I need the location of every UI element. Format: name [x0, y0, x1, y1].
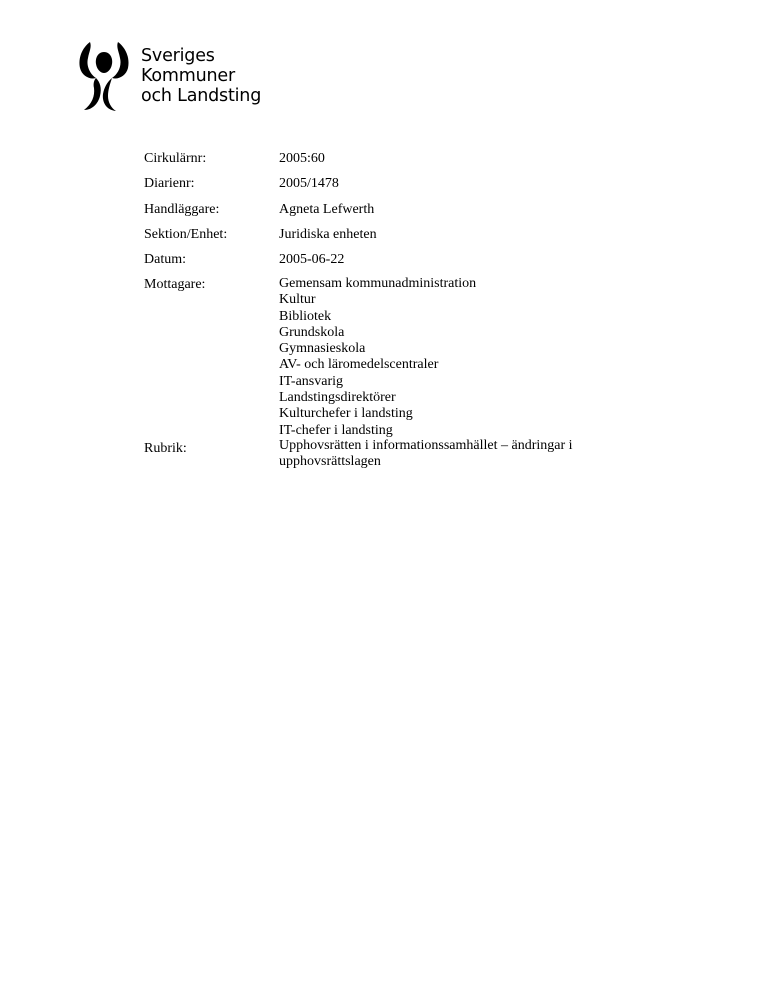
list-item: Gemensam kommunadministration — [279, 276, 477, 291]
list-item: IT-chefer i landsting — [279, 422, 393, 438]
subject-value: Upphovsrätten i informationssamhället – ändringar i upphovsrättslagen — [279, 438, 573, 469]
circular-value: 2005:60 — [279, 151, 325, 166]
section-value: Juridiska enheten — [279, 227, 377, 242]
circular-label: Cirkulärnr: — [144, 151, 207, 166]
section-label: Sektion/Enhet: — [144, 227, 228, 242]
handler-label: Handläggare: — [144, 202, 220, 217]
organization-logo — [76, 38, 276, 112]
logo-line-2: Kommuner — [141, 66, 235, 86]
list-item: Gymnasieskola — [279, 341, 366, 357]
subject-label: Rubrik: — [144, 441, 187, 456]
list-item: IT-ansvarig — [279, 373, 344, 389]
recipients-label: Mottagare: — [144, 277, 206, 292]
list-item: Landstingsdirektörer — [279, 390, 396, 406]
logo-wordmark — [141, 46, 261, 106]
skl-figure-logo-icon — [76, 38, 132, 112]
diary-value: 2005/1478 — [279, 176, 339, 191]
date-value: 2005-06-22 — [279, 252, 345, 267]
handler-value: Agneta Lefwerth — [279, 202, 375, 217]
list-item: Grundskola — [279, 324, 345, 340]
list-item: AV- och läromedelscentraler — [279, 357, 439, 373]
list-item: Bibliotek — [279, 308, 332, 324]
diary-label: Diarienr: — [144, 176, 195, 191]
list-item: Kultur — [279, 292, 316, 308]
logo-line-1: Sveriges — [141, 46, 215, 66]
date-label: Datum: — [144, 252, 186, 267]
logo-line-3: och Landsting — [141, 86, 262, 106]
list-item: Kulturchefer i landsting — [279, 406, 413, 422]
recipients-list — [279, 276, 476, 439]
